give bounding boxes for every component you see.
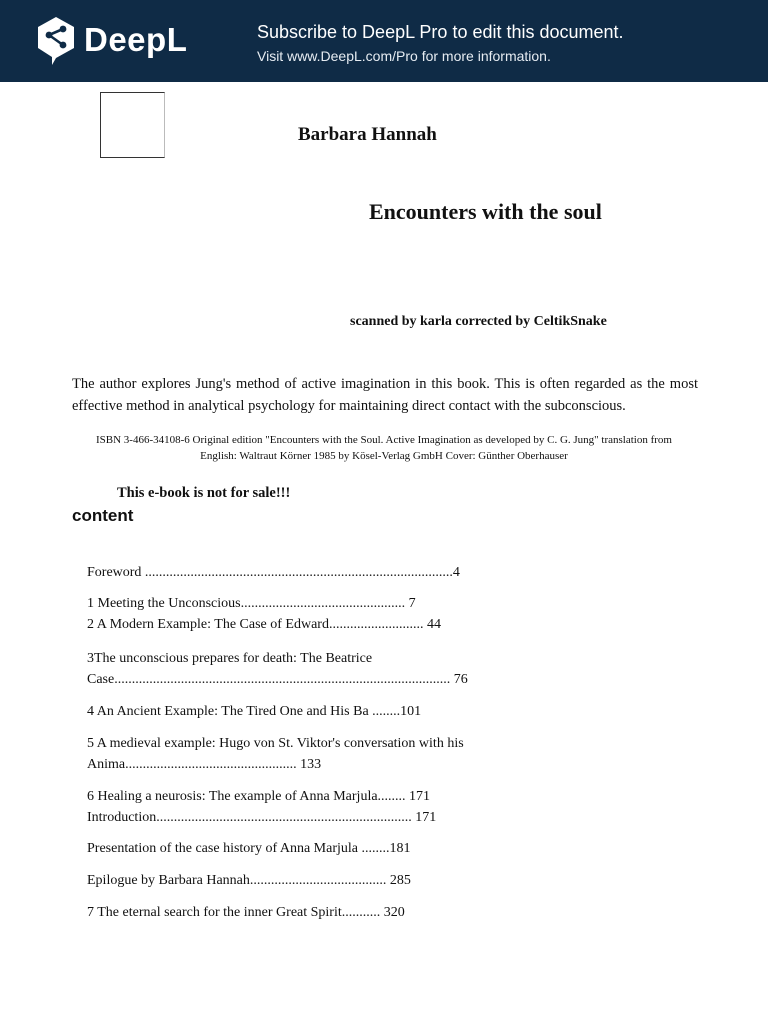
toc-entry bbox=[87, 593, 507, 635]
isbn-line: English: Waltraut Körner 1985 by Kösel-Verlag GmbH Cover: Günther Oberhauser bbox=[200, 450, 568, 462]
toc-line: Presentation of the case history of Anna Marjula ........181 bbox=[87, 841, 411, 856]
book-title: Encounters with the soul bbox=[369, 199, 602, 224]
promo-link[interactable]: Visit www.DeepL.com/Pro for more information. bbox=[257, 48, 551, 64]
toc-line: Foreword ........................................................................................4 bbox=[87, 565, 460, 580]
book-description: The author explores Jung's method of active imagination in this book. This is often regarded as the most effective method in analytical psychology for maintaining direct contact with the subconscious. bbox=[72, 376, 698, 414]
scan-credits: scanned by karla corrected by CeltikSnake bbox=[350, 314, 607, 329]
toc-entry bbox=[87, 562, 507, 583]
toc-entry bbox=[87, 733, 507, 775]
toc-line: Case................................................................................................ 76 bbox=[87, 672, 468, 687]
image-placeholder bbox=[100, 92, 165, 158]
toc-line: Introduction......................................................................... 171 bbox=[87, 810, 437, 825]
toc-line: 3The unconscious prepares for death: The Beatrice bbox=[87, 651, 373, 666]
toc-line: 6 Healing a neurosis: The example of Anna Marjula........ 171 bbox=[87, 789, 431, 804]
toc-entry bbox=[87, 786, 507, 828]
content-heading: content bbox=[72, 506, 134, 525]
toc-line: 4 An Ancient Example: The Tired One and His Ba ........101 bbox=[87, 704, 422, 719]
toc-entry bbox=[87, 870, 507, 891]
promo-title[interactable]: Subscribe to DeepL Pro to edit this document. bbox=[257, 22, 624, 42]
isbn-line: ISBN 3-466-34108-6 Original edition "Encounters with the Soul. Active Imagination as developed by C. G. Jung" translation from bbox=[95, 434, 672, 446]
toc-line: 5 A medieval example: Hugo von St. Viktor's conversation with his bbox=[87, 736, 464, 751]
toc-entry bbox=[87, 701, 507, 722]
toc-entry bbox=[87, 648, 507, 690]
toc-line: Anima................................................. 133 bbox=[87, 757, 322, 772]
not-for-sale-notice: This e-book is not for sale!!! bbox=[117, 485, 291, 501]
author-name: Barbara Hannah bbox=[298, 124, 437, 145]
toc-line: Epilogue by Barbara Hannah....................................... 285 bbox=[87, 873, 411, 888]
deepl-banner[interactable] bbox=[0, 0, 768, 82]
brand-name: DeepL bbox=[84, 21, 188, 58]
isbn-info bbox=[80, 432, 688, 464]
toc-line: 2 A Modern Example: The Case of Edward........................... 44 bbox=[87, 617, 441, 632]
deepl-logo-icon bbox=[36, 16, 76, 66]
toc-entry bbox=[87, 838, 507, 859]
toc-entry bbox=[87, 902, 507, 923]
toc-line: 7 The eternal search for the inner Great Spirit........... 320 bbox=[87, 905, 405, 920]
toc-line: 1 Meeting the Unconscious............................................... 7 bbox=[87, 596, 416, 611]
